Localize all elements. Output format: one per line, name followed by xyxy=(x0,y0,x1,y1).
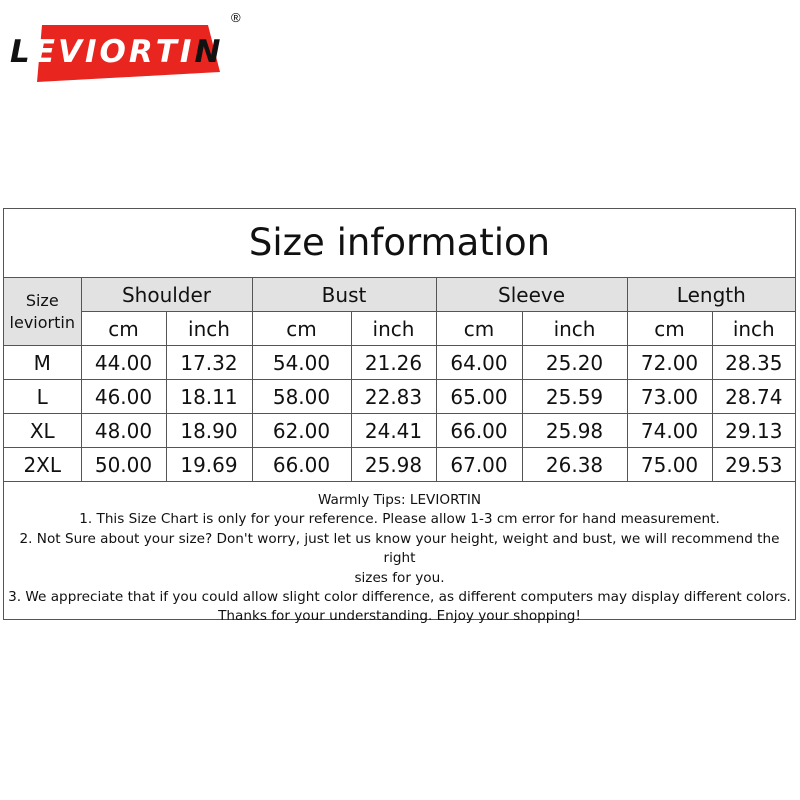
table-row xyxy=(4,414,795,448)
table-cell: 25.20 xyxy=(522,346,627,380)
table-cell: 25.98 xyxy=(351,448,436,482)
table-cell: 65.00 xyxy=(436,380,522,414)
table-cell: 62.00 xyxy=(252,414,351,448)
table-cell: 28.74 xyxy=(712,380,795,414)
logo-letter: V xyxy=(57,34,82,70)
table-cell: 44.00 xyxy=(81,346,166,380)
table-cell: 25.98 xyxy=(522,414,627,448)
unit-header: inch xyxy=(351,312,436,346)
measure-header-bust: Bust xyxy=(252,278,436,312)
logo-wordmark xyxy=(10,34,232,70)
table-cell: 67.00 xyxy=(436,448,522,482)
unit-header: inch xyxy=(712,312,795,346)
logo-letter: I xyxy=(179,34,192,70)
unit-header: cm xyxy=(81,312,166,346)
size-label: 2XL xyxy=(4,448,81,482)
table-cell: 24.41 xyxy=(351,414,436,448)
registered-mark: ® xyxy=(231,10,241,25)
measure-header-shoulder: Shoulder xyxy=(81,278,252,312)
unit-header: cm xyxy=(252,312,351,346)
tips-line: 3. We appreciate that if you could allow slight color difference, as different computers may display different colors. xyxy=(8,589,791,606)
logo-letter: T xyxy=(155,34,177,70)
table-row xyxy=(4,346,795,380)
unit-header-row xyxy=(4,312,795,346)
size-chart xyxy=(3,208,796,625)
table-cell: 46.00 xyxy=(81,380,166,414)
table-cell: 29.13 xyxy=(712,414,795,448)
table-row xyxy=(4,380,795,414)
table-cell: 73.00 xyxy=(627,380,712,414)
logo-letter: L xyxy=(10,34,30,70)
table-cell: 22.83 xyxy=(351,380,436,414)
table-cell: 29.53 xyxy=(712,448,795,482)
table-cell: 72.00 xyxy=(627,346,712,380)
table-cell: 26.38 xyxy=(522,448,627,482)
table-cell: 19.69 xyxy=(166,448,252,482)
unit-header: cm xyxy=(627,312,712,346)
size-column-header: Size leviortin xyxy=(4,278,81,346)
tips-line: 1. This Size Chart is only for your reference. Please allow 1-3 cm error for hand measurement. xyxy=(79,511,720,528)
size-table xyxy=(4,278,795,482)
tips-heading: Warmly Tips: LEVIORTIN xyxy=(317,492,482,508)
table-cell: 74.00 xyxy=(627,414,712,448)
size-label: M xyxy=(4,346,81,380)
tips-line: Thanks for your understanding. Enjoy your shopping! xyxy=(218,608,581,625)
table-row xyxy=(4,448,795,482)
unit-header: inch xyxy=(522,312,627,346)
table-cell: 66.00 xyxy=(252,448,351,482)
tips-line: 2. Not Sure about your size? Don't worry, just let us know your height, weight and bust, we will recommend the right xyxy=(19,530,780,567)
tips-section xyxy=(4,482,795,627)
measure-header-length: Length xyxy=(627,278,795,312)
measure-header-row xyxy=(4,278,795,312)
table-cell: 54.00 xyxy=(252,346,351,380)
logo-letter: N xyxy=(194,34,221,70)
table-cell: 18.11 xyxy=(166,380,252,414)
tips-line: sizes for you. xyxy=(354,569,445,586)
table-cell: 18.90 xyxy=(166,414,252,448)
table-cell: 25.59 xyxy=(522,380,627,414)
table-cell: 58.00 xyxy=(252,380,351,414)
table-cell: 64.00 xyxy=(436,346,522,380)
brand-logo xyxy=(8,8,248,86)
size-label: XL xyxy=(4,414,81,448)
table-cell: 50.00 xyxy=(81,448,166,482)
size-chart-title: Size information xyxy=(4,209,795,278)
table-cell: 28.35 xyxy=(712,346,795,380)
logo-letter: E xyxy=(33,34,55,70)
logo-letter: R xyxy=(128,34,153,70)
table-cell: 17.32 xyxy=(166,346,252,380)
table-cell: 48.00 xyxy=(81,414,166,448)
unit-header: cm xyxy=(436,312,522,346)
table-cell: 75.00 xyxy=(627,448,712,482)
logo-letter: O xyxy=(99,34,126,70)
unit-header: inch xyxy=(166,312,252,346)
table-cell: 66.00 xyxy=(436,414,522,448)
logo-letter: I xyxy=(84,34,97,70)
measure-header-sleeve: Sleeve xyxy=(436,278,627,312)
size-label: L xyxy=(4,380,81,414)
table-cell: 21.26 xyxy=(351,346,436,380)
